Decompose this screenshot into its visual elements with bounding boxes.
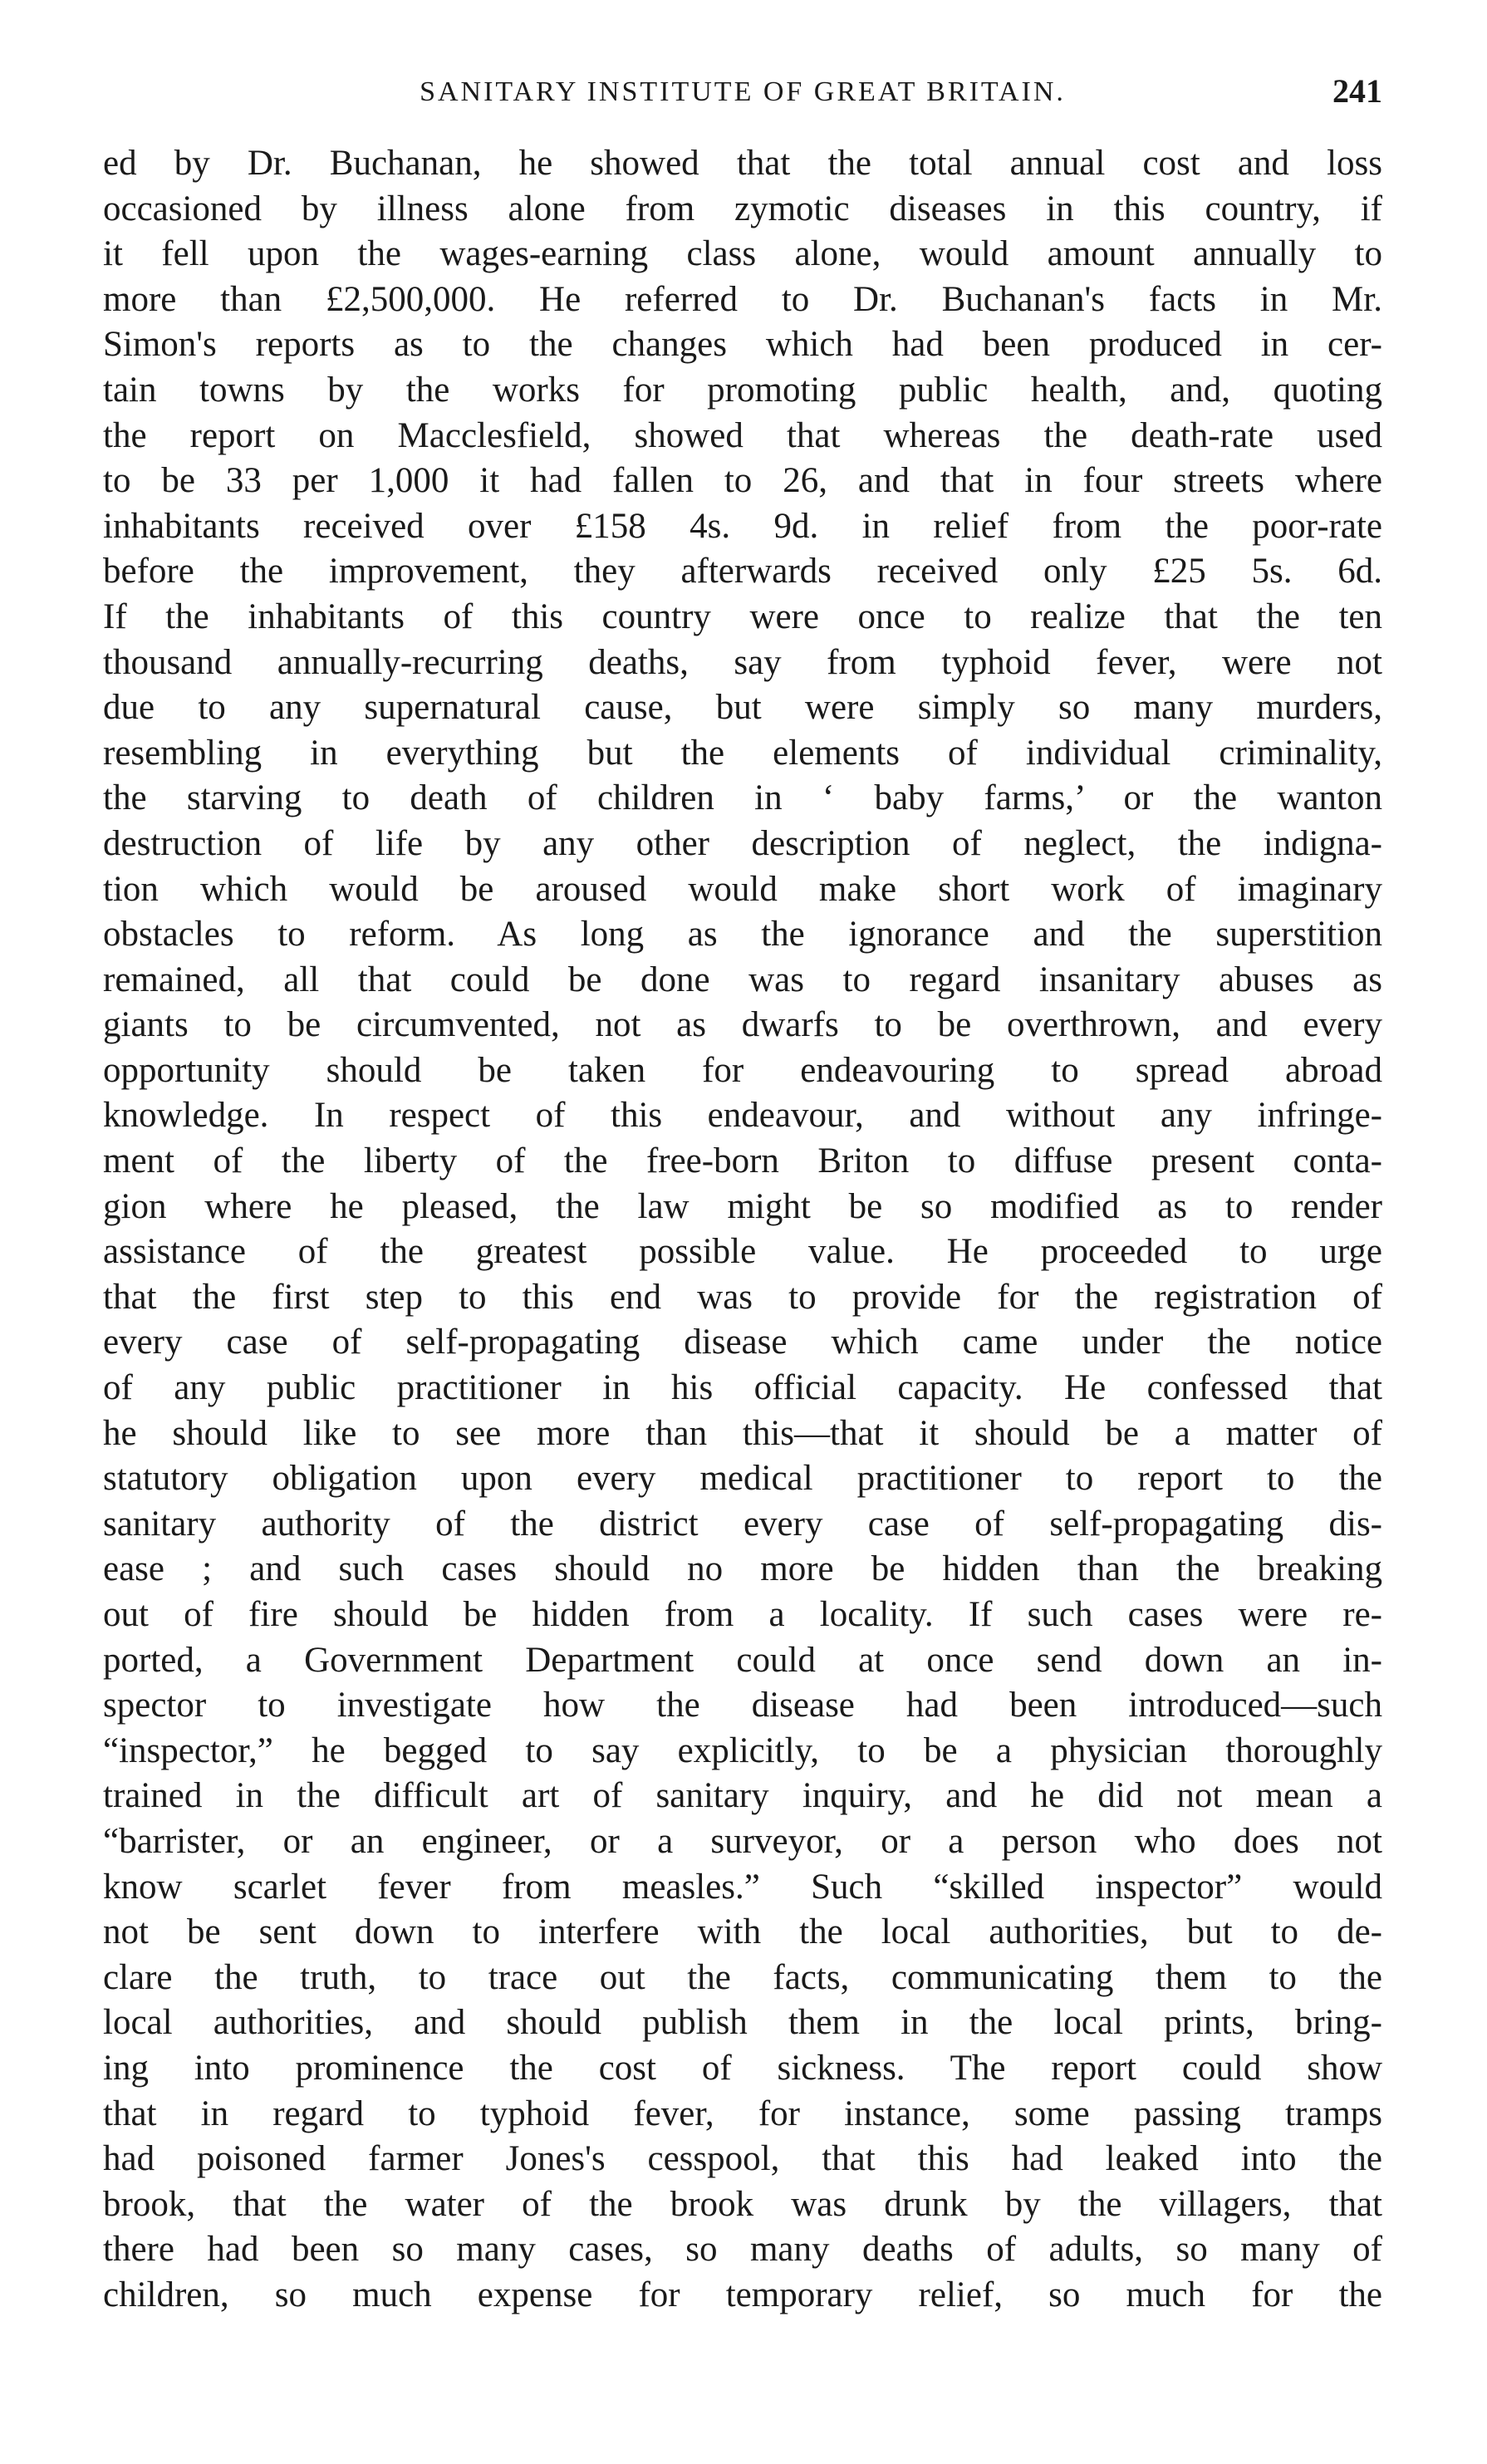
- text-line: inhabitants received over £158 4s. 9d. in relief from the poor-rate: [103, 506, 1382, 546]
- text-line: to be 33 per 1,000 it had fallen to 26, and that in four streets where: [103, 461, 1382, 501]
- text-line: If the inhabitants of this country were once to realize that the ten: [103, 596, 1382, 636]
- text-line: there had been so many cases, so many deaths of adults, so many of: [103, 2230, 1382, 2270]
- text-line: statutory obligation upon every medical practitioner to report to the: [103, 1459, 1382, 1499]
- text-line: had poisoned farmer Jones's cesspool, that this had leaked into the: [103, 2139, 1382, 2179]
- text-line: Simon's reports as to the changes which had been produced in cer-: [103, 325, 1382, 365]
- text-line: remained, all that could be done was to regard insanitary abuses as: [103, 960, 1382, 999]
- text-line: obstacles to reform. As long as the ignorance and the superstition: [103, 915, 1382, 955]
- text-line: ported, a Government Department could at once send down an in-: [103, 1640, 1382, 1680]
- text-line: brook, that the water of the brook was drunk by the villagers, that: [103, 2184, 1382, 2224]
- text-line: the report on Macclesfield, showed that whereas the death-rate used: [103, 415, 1382, 455]
- book-page: [103, 68, 1382, 2444]
- text-line: every case of self-propagating disease which came under the notice: [103, 1323, 1382, 1362]
- text-line: of any public practitioner in his official capacity. He confessed that: [103, 1368, 1382, 1408]
- text-line: giants to be circumvented, not as dwarfs to be overthrown, and every: [103, 1005, 1382, 1045]
- text-line: not be sent down to interfere with the local authorities, but to de-: [103, 1912, 1382, 1952]
- text-line: that in regard to typhoid fever, for instance, some passing tramps: [103, 2093, 1382, 2133]
- text-line: tain towns by the works for promoting public health, and, quoting: [103, 370, 1382, 410]
- page-number: 241: [1332, 72, 1382, 110]
- text-line: tion which would be aroused would make short work of imaginary: [103, 869, 1382, 909]
- text-line: thousand annually-recurring deaths, say from typhoid fever, were not: [103, 642, 1382, 682]
- body-text: [103, 141, 1382, 2319]
- text-line: it fell upon the wages-earning class alone, would amount annually to: [103, 234, 1382, 274]
- text-line: he should like to see more than this—that it should be a matter of: [103, 1413, 1382, 1453]
- running-head: [103, 68, 1382, 126]
- text-line: destruction of life by any other description of neglect, the indigna-: [103, 823, 1382, 863]
- text-line: know scarlet fever from measles.” Such “skilled inspector” would: [103, 1867, 1382, 1907]
- text-line: that the first step to this end was to provide for the registration of: [103, 1277, 1382, 1317]
- text-line: occasioned by illness alone from zymotic diseases in this country, if: [103, 189, 1382, 228]
- text-line: due to any supernatural cause, but were simply so many murders,: [103, 688, 1382, 728]
- text-line: out of fire should be hidden from a locality. If such cases were re-: [103, 1595, 1382, 1634]
- text-line: ment of the liberty of the free-born Briton to diffuse present conta-: [103, 1141, 1382, 1181]
- text-line: opportunity should be taken for endeavouring to spread abroad: [103, 1050, 1382, 1090]
- text-line: local authorities, and should publish them in the local prints, bring-: [103, 2003, 1382, 2043]
- running-title: SANITARY INSTITUTE OF GREAT BRITAIN.: [420, 76, 1066, 107]
- text-line: assistance of the greatest possible value. He proceeded to urge: [103, 1232, 1382, 1272]
- text-line: gion where he pleased, the law might be so modified as to render: [103, 1186, 1382, 1226]
- text-line: ing into prominence the cost of sickness. The report could show: [103, 2048, 1382, 2088]
- text-line: more than £2,500,000. He referred to Dr. Buchanan's facts in Mr.: [103, 279, 1382, 319]
- text-line: ease ; and such cases should no more be hidden than the breaking: [103, 1549, 1382, 1589]
- text-line: spector to investigate how the disease had been introduced—such: [103, 1686, 1382, 1725]
- text-line: resembling in everything but the elements of individual criminality,: [103, 733, 1382, 773]
- text-line: “barrister, or an engineer, or a surveyor, or a person who does not: [103, 1821, 1382, 1861]
- text-line: “inspector,” he begged to say explicitly, to be a physician thoroughly: [103, 1730, 1382, 1770]
- text-line: the starving to death of children in ‘ baby farms,’ or the wanton: [103, 778, 1382, 818]
- text-line: children, so much expense for temporary relief, so much for the: [103, 2275, 1382, 2314]
- text-line: sanitary authority of the district every case of self-propagating dis-: [103, 1504, 1382, 1544]
- text-line: before the improvement, they afterwards received only £25 5s. 6d.: [103, 552, 1382, 591]
- text-line: clare the truth, to trace out the facts, communicating them to the: [103, 1957, 1382, 1997]
- text-line: knowledge. In respect of this endeavour, and without any infringe-: [103, 1096, 1382, 1136]
- text-line: trained in the difficult art of sanitary inquiry, and he did not mean a: [103, 1776, 1382, 1816]
- text-line: ed by Dr. Buchanan, he showed that the total annual cost and loss: [103, 144, 1382, 183]
